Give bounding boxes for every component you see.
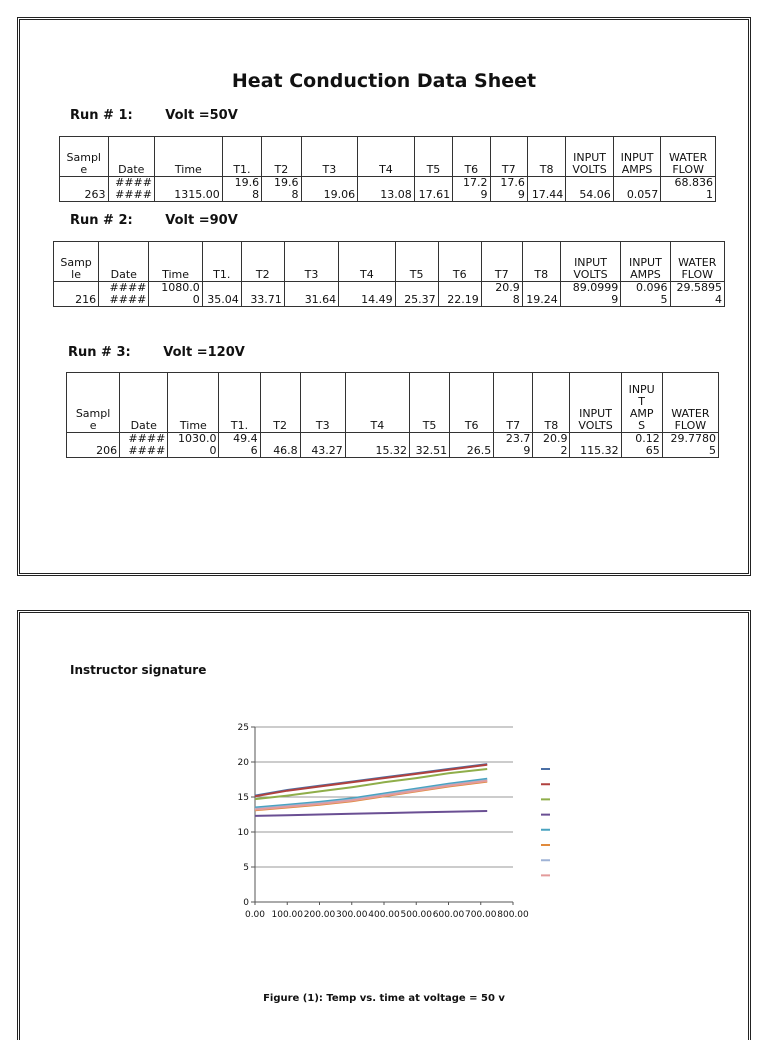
x-tick-label: 700.00 (465, 910, 497, 920)
column-header: Date (99, 242, 149, 282)
column-header: INPUT VOLTS (560, 242, 621, 282)
table-cell: 33.71 (241, 282, 284, 307)
column-header: T2 (260, 373, 300, 433)
table-cell: 25.37 (395, 282, 438, 307)
table-cell: 43.27 (300, 433, 345, 458)
column-header: T1. (202, 242, 241, 282)
run-3-volt: Volt =120V (163, 345, 245, 360)
column-header: Sampl e (60, 137, 109, 177)
table-cell: #### #### (108, 177, 154, 202)
y-tick-label: 25 (237, 723, 249, 733)
column-header: T3 (300, 373, 345, 433)
table-cell: 35.04 (202, 282, 241, 307)
table-cell: 54.06 (566, 177, 614, 202)
run-3-label: Run # 3: (68, 345, 131, 360)
column-header: INPUT VOLTS (566, 137, 614, 177)
chart-page (17, 610, 751, 1040)
x-tick-label: 200.00 (303, 910, 336, 920)
column-header: Samp le (54, 242, 99, 282)
column-header: T5 (414, 137, 452, 177)
column-header: T2 (262, 137, 301, 177)
column-header: T6 (438, 242, 481, 282)
run-2-heading (70, 213, 238, 228)
x-tick-label: 500.00 (400, 910, 432, 920)
run-1-volt: Volt =50V (165, 108, 238, 123)
column-header: Date (120, 373, 168, 433)
column-header: T4 (358, 137, 415, 177)
run-3-heading (68, 345, 245, 360)
table-cell: 20.9 2 (533, 433, 570, 458)
table-cell: 20.9 8 (481, 282, 522, 307)
column-header: T7 (481, 242, 522, 282)
x-tick-label: 0.00 (244, 910, 266, 920)
y-tick-label: 10 (237, 828, 249, 838)
table-cell: 26.5 (450, 433, 494, 458)
column-header: T5 (410, 373, 450, 433)
column-header: T7 (490, 137, 527, 177)
column-header: T8 (527, 137, 565, 177)
table-cell: 89.0999 9 (560, 282, 621, 307)
table-cell: 0.12 65 (621, 433, 662, 458)
column-header: WATER FLOW (661, 137, 716, 177)
table-cell: 17.61 (414, 177, 452, 202)
run-2-table (53, 241, 725, 307)
y-tick-label: 20 (237, 758, 249, 768)
table-cell: 19.6 8 (222, 177, 261, 202)
table-cell: 46.8 (260, 433, 300, 458)
column-header: T3 (284, 242, 338, 282)
table-cell: #### #### (120, 433, 168, 458)
table-cell: 29.7780 5 (662, 433, 718, 458)
column-header: Time (149, 242, 202, 282)
column-header: Time (168, 373, 219, 433)
column-header: T8 (522, 242, 560, 282)
x-tick-label: 400.00 (368, 910, 400, 920)
column-header: INPU T AMP S (621, 373, 662, 433)
data-sheet-page (17, 17, 751, 576)
column-header: T2 (241, 242, 284, 282)
column-header: T4 (345, 373, 409, 433)
column-header: WATER FLOW (670, 242, 724, 282)
table-cell: 216 (54, 282, 99, 307)
x-tick-label: 600.00 (432, 910, 465, 920)
table-cell: #### #### (99, 282, 149, 307)
run-1-label: Run # 1: (70, 108, 133, 123)
table-cell: 13.08 (358, 177, 415, 202)
table-cell: 0.057 (613, 177, 661, 202)
series-line-5 (255, 779, 487, 808)
table-cell: 32.51 (410, 433, 450, 458)
series-line-2 (255, 765, 487, 797)
temp-vs-time-chart (210, 713, 550, 923)
table-cell: 49.4 6 (219, 433, 260, 458)
x-tick-label: 300.00 (336, 910, 368, 920)
table-cell: 17.6 9 (490, 177, 527, 202)
y-tick-label: 5 (243, 863, 249, 873)
table-cell: 1315.00 (155, 177, 223, 202)
column-header: INPUT VOLTS (570, 373, 621, 433)
column-header: T7 (494, 373, 533, 433)
column-header: T6 (453, 137, 490, 177)
table-cell: 0.096 5 (621, 282, 670, 307)
table-cell: 19.24 (522, 282, 560, 307)
column-header: T1. (222, 137, 261, 177)
column-header: T6 (450, 373, 494, 433)
table-cell: 29.5895 4 (670, 282, 724, 307)
table-cell: 31.64 (284, 282, 338, 307)
table-cell: 14.49 (339, 282, 395, 307)
header-row (60, 137, 716, 177)
x-tick-label: 100.00 (271, 910, 303, 920)
column-header: Time (155, 137, 223, 177)
column-header: Date (108, 137, 154, 177)
y-tick-label: 0 (243, 898, 249, 908)
table-cell: 1080.0 0 (149, 282, 202, 307)
table-cell: 19.06 (301, 177, 358, 202)
column-header: T8 (533, 373, 570, 433)
table-cell: 206 (67, 433, 120, 458)
figure-caption: Figure (1): Temp vs. time at voltage = 50 v (263, 993, 505, 1004)
run-1-heading (70, 108, 238, 123)
table-cell: 22.19 (438, 282, 481, 307)
table-cell: 23.7 9 (494, 433, 533, 458)
table-row (54, 282, 725, 307)
header-row (67, 373, 719, 433)
table-cell: 263 (60, 177, 109, 202)
run-1-table (59, 136, 716, 202)
table-cell: 1030.0 0 (168, 433, 219, 458)
column-header: T4 (339, 242, 395, 282)
table-cell: 115.32 (570, 433, 621, 458)
table-cell: 19.6 8 (262, 177, 301, 202)
table-cell: 17.2 9 (453, 177, 490, 202)
column-header: T5 (395, 242, 438, 282)
table-cell: 15.32 (345, 433, 409, 458)
x-tick-label: 800.00 (497, 910, 529, 920)
header-row (54, 242, 725, 282)
table-row (67, 433, 719, 458)
run-2-volt: Volt =90V (165, 213, 238, 228)
run-2-label: Run # 2: (70, 213, 133, 228)
column-header: WATER FLOW (662, 373, 718, 433)
column-header: T3 (301, 137, 358, 177)
instructor-signature-label: Instructor signature (70, 663, 207, 677)
column-header: T1. (219, 373, 260, 433)
column-header: INPUT AMPS (613, 137, 661, 177)
page-title: Heat Conduction Data Sheet (231, 70, 537, 92)
table-cell: 17.44 (527, 177, 565, 202)
column-header: Sampl e (67, 373, 120, 433)
table-row (60, 177, 716, 202)
column-header: INPUT AMPS (621, 242, 670, 282)
table-cell: 68.836 1 (661, 177, 716, 202)
series-line-4 (255, 811, 487, 816)
y-tick-label: 15 (237, 793, 249, 803)
run-3-table (66, 372, 719, 458)
